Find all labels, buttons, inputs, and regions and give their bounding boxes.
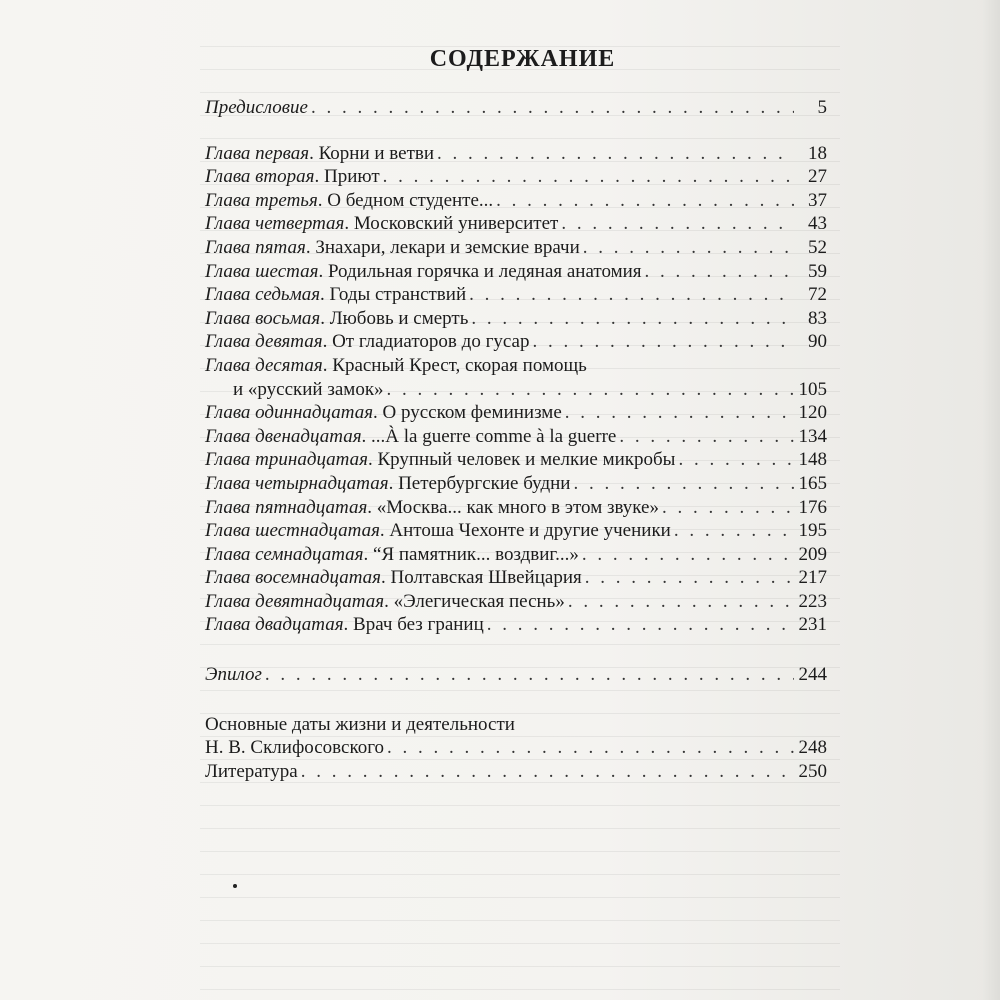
chapter-label: Глава одиннадцатая. О русском феминизме xyxy=(205,402,562,424)
toc-entry-chapter[interactable] xyxy=(205,613,827,637)
chapter-title: О бедном студенте... xyxy=(327,189,494,211)
chapter-title: «Элегическая песнь» xyxy=(393,590,565,612)
page-number: 59 xyxy=(808,260,827,282)
page-number: 231 xyxy=(798,614,827,636)
page-number: 244 xyxy=(798,664,827,686)
chapter-title: От гладиаторов до гусар xyxy=(332,331,530,353)
chapter-label: Глава вторая. Приют xyxy=(205,166,380,188)
toc-entry-chapter[interactable] xyxy=(205,401,827,425)
chapter-title: «Москва... как много в этом звуке» xyxy=(376,496,659,518)
chapter-label: Глава девятнадцатая. «Элегическая песнь» xyxy=(205,590,565,612)
leader-dots xyxy=(645,260,794,284)
toc-entry-literature[interactable] xyxy=(205,760,827,784)
chapter-number: Глава двадцатая xyxy=(205,614,344,636)
chapter-title: Годы странствий xyxy=(329,284,467,306)
toc-entry-chapter-continued[interactable] xyxy=(205,378,827,402)
chapter-number: Глава четырнадцатая xyxy=(205,472,389,494)
chapter-label: Глава седьмая. Годы странствий xyxy=(205,284,467,306)
toc-entry-chapter[interactable] xyxy=(205,236,827,260)
chapter-title: Полтавская Швейцария xyxy=(390,567,582,589)
page-title: СОДЕРЖАНИЕ xyxy=(429,46,616,72)
chapter-number: Глава четвертая xyxy=(205,213,345,235)
leader-dots xyxy=(265,663,794,687)
chapter-number: Глава тринадцатая xyxy=(205,449,368,471)
leader-dots xyxy=(662,496,794,520)
leader-dots xyxy=(387,378,794,402)
chapter-title: Родильная горячка и ледяная анатомия xyxy=(327,260,642,282)
chapter-label: Глава четырнадцатая. Петербургские будни xyxy=(205,472,571,494)
leader-dots xyxy=(565,401,794,425)
toc-entry-chapter[interactable] xyxy=(205,283,827,307)
chapter-label: Глава десятая. Красный Крест, скорая помощь xyxy=(205,354,587,376)
chapter-number: Глава восьмая xyxy=(205,307,321,329)
toc-entry-chapter[interactable] xyxy=(205,165,827,189)
toc-entry-chapter[interactable] xyxy=(205,189,827,213)
leader-dots xyxy=(487,613,794,637)
leader-dots xyxy=(585,566,794,590)
toc-entry-chapter[interactable] xyxy=(205,425,827,449)
chapter-title: Красный Крест, скорая помощь xyxy=(332,354,587,376)
toc-entry-chapter[interactable] xyxy=(205,590,827,614)
page-number: 176 xyxy=(798,496,827,518)
chapter-number: Глава пятая xyxy=(205,236,306,258)
chapter-number: Глава девятнадцатая xyxy=(205,590,385,612)
chapter-number: Глава шестнадцатая xyxy=(205,520,380,542)
toc-entry-chapter[interactable] xyxy=(205,354,827,378)
chapter-label: Глава семнадцатая. “Я памятник... воздвиг...» xyxy=(205,543,579,565)
toc-entry-chapter[interactable] xyxy=(205,307,827,331)
chapter-label: Глава двенадцатая. ...À la guerre comme à la guerre xyxy=(205,425,617,447)
leader-dots xyxy=(573,472,794,496)
chapter-label: Глава первая. Корни и ветви xyxy=(205,142,435,164)
toc-entry-chapter[interactable] xyxy=(205,496,827,520)
page-number: 217 xyxy=(798,567,827,589)
dates-label-line2: Н. В. Склифосовского xyxy=(205,737,385,759)
chapter-title: Антоша Чехонте и другие ученики xyxy=(389,520,671,542)
chapter-title: Московский университет xyxy=(353,213,559,235)
toc-entry-preface[interactable] xyxy=(205,96,827,120)
chapter-number: Глава седьмая xyxy=(205,284,321,306)
page-edge-shadow xyxy=(982,0,1000,1000)
toc-entry-chapter[interactable] xyxy=(205,519,827,543)
chapter-number: Глава девятая xyxy=(205,331,323,353)
chapter-label: Глава пятая. Знахари, лекари и земские врачи xyxy=(205,236,580,258)
chapter-label: Глава двадцатая. Врач без границ xyxy=(205,614,484,636)
toc-entry-chapter[interactable] xyxy=(205,448,827,472)
toc-entry-chapter[interactable] xyxy=(205,543,827,567)
toc-entry-dates-line1[interactable] xyxy=(205,713,827,737)
chapter-title: ...À la guerre comme à la guerre xyxy=(371,425,617,447)
page-number: 18 xyxy=(808,142,827,164)
toc-entry-chapter[interactable] xyxy=(205,212,827,236)
leader-dots xyxy=(583,236,794,260)
chapter-number: Глава пятнадцатая xyxy=(205,496,368,518)
chapter-number: Глава первая xyxy=(205,142,310,164)
leader-dots xyxy=(582,543,794,567)
chapter-title: Знахари, лекари и земские врачи xyxy=(315,236,580,258)
chapter-label: Глава тринадцатая. Крупный человек и мелкие микробы xyxy=(205,449,676,471)
toc-entry-chapter[interactable] xyxy=(205,472,827,496)
page-number: 148 xyxy=(798,449,827,471)
literature-label: Литература xyxy=(205,760,298,782)
page-number: 120 xyxy=(798,402,827,424)
page-number: 165 xyxy=(798,472,827,494)
toc-entry-chapter[interactable] xyxy=(205,330,827,354)
leader-dots xyxy=(674,519,794,543)
table-of-contents xyxy=(205,96,827,783)
chapter-label: Глава шестнадцатая. Антоша Чехонте и другие ученики xyxy=(205,520,671,542)
chapter-title: О русском феминизме xyxy=(382,402,562,424)
page-number: 248 xyxy=(798,737,827,759)
page-number: 223 xyxy=(798,590,827,612)
chapter-number: Глава вторая xyxy=(205,166,315,188)
leader-dots xyxy=(532,330,794,354)
page-number: 209 xyxy=(798,543,827,565)
page-number: 83 xyxy=(808,307,827,329)
leader-dots xyxy=(568,590,794,614)
chapter-list xyxy=(205,142,827,637)
page-number: 195 xyxy=(798,520,827,542)
leader-dots xyxy=(387,736,794,760)
chapter-title: Врач без границ xyxy=(353,614,484,636)
page-number: 134 xyxy=(798,425,827,447)
chapter-number: Глава десятая xyxy=(205,354,323,376)
chapter-label: Глава четвертая. Московский университет xyxy=(205,213,559,235)
chapter-number: Глава восемнадцатая xyxy=(205,567,382,589)
page-number: 43 xyxy=(808,213,827,235)
leader-dots xyxy=(469,283,794,307)
page-number: 27 xyxy=(808,166,827,188)
chapter-label: Глава шестая. Родильная горячка и ледяная анатомия xyxy=(205,260,642,282)
leader-dots xyxy=(383,165,794,189)
leader-dots xyxy=(678,448,794,472)
toc-entry-chapter[interactable] xyxy=(205,142,827,166)
chapter-number: Глава третья xyxy=(205,189,318,211)
chapter-title: Любовь и смерть xyxy=(329,307,469,329)
toc-entry-chapter[interactable] xyxy=(205,260,827,284)
chapter-title-continuation: и «русский замок» xyxy=(233,378,384,400)
chapter-label: Глава восемнадцатая. Полтавская Швейцария xyxy=(205,567,582,589)
chapter-label: Глава девятая. От гладиаторов до гусар xyxy=(205,331,530,353)
page-number: 37 xyxy=(808,189,827,211)
chapter-label: Глава пятнадцатая. «Москва... как много в этом звуке» xyxy=(205,496,659,518)
toc-entry-epilogue[interactable] xyxy=(205,663,827,687)
page-number: 52 xyxy=(808,236,827,258)
page-number: 250 xyxy=(798,760,827,782)
leader-dots xyxy=(437,142,794,166)
chapter-number: Глава одиннадцатая xyxy=(205,402,374,424)
chapter-label: Глава третья. О бедном студенте... xyxy=(205,189,494,211)
chapter-title: Петербургские будни xyxy=(398,472,571,494)
chapter-title: Крупный человек и мелкие микробы xyxy=(377,449,676,471)
page-number: 72 xyxy=(808,284,827,306)
epilogue-label: Эпилог xyxy=(205,664,262,686)
page-number: 90 xyxy=(808,331,827,353)
page-number: 105 xyxy=(798,378,827,400)
ink-speck xyxy=(233,884,237,888)
toc-entry-chapter[interactable] xyxy=(205,566,827,590)
leader-dots xyxy=(311,96,794,120)
dates-label-line1: Основные даты жизни и деятельности xyxy=(205,713,515,735)
chapter-title: Корни и ветви xyxy=(318,142,435,164)
chapter-number: Глава семнадцатая xyxy=(205,543,364,565)
chapter-title: “Я памятник... воздвиг...» xyxy=(373,543,579,565)
leader-dots xyxy=(471,307,794,331)
leader-dots xyxy=(301,760,794,784)
leader-dots xyxy=(496,189,794,213)
leader-dots xyxy=(561,212,794,236)
chapter-label: Глава восьмая. Любовь и смерть xyxy=(205,307,469,329)
toc-entry-dates[interactable] xyxy=(205,736,827,760)
preface-label: Предисловие xyxy=(205,97,308,118)
chapter-number: Глава шестая xyxy=(205,260,319,282)
leader-dots xyxy=(619,425,794,449)
chapter-title: Приют xyxy=(323,166,380,188)
chapter-number: Глава двенадцатая xyxy=(205,425,362,447)
page-number: 5 xyxy=(817,97,827,118)
